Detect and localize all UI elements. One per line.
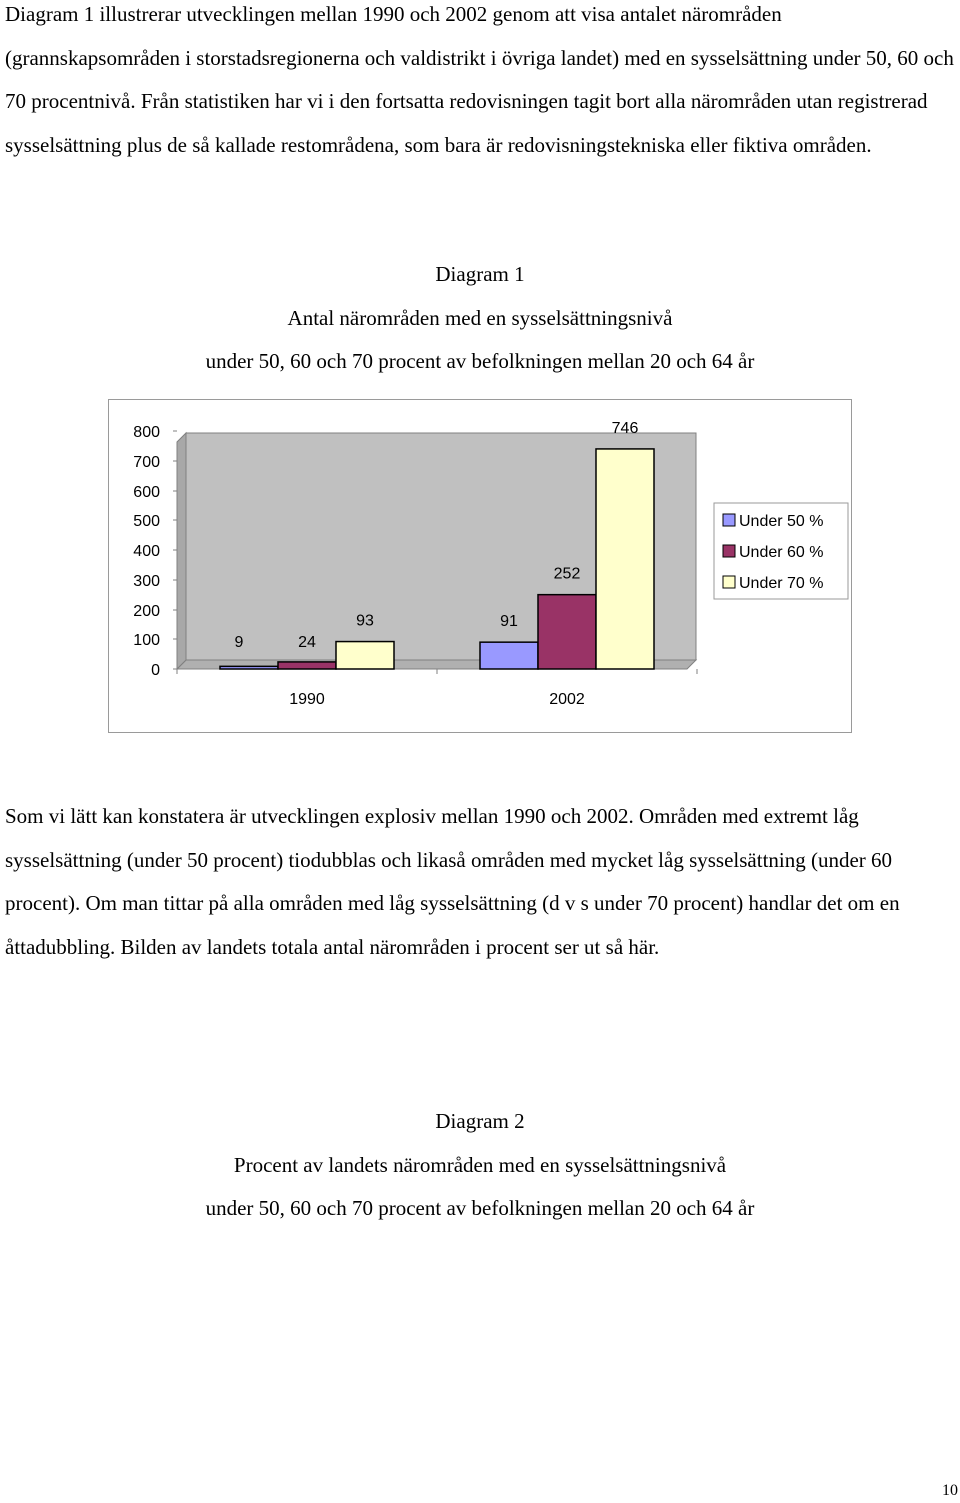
bar-1990-series-2: [278, 662, 336, 669]
y-tick-label: 600: [133, 484, 160, 501]
y-tick-label: 700: [133, 454, 160, 471]
legend-swatch: [723, 545, 735, 557]
diagram1-title-line1: Antal närområden med en sysselsättningsnivå: [287, 305, 673, 330]
legend-entry: Under 70 %: [739, 575, 824, 592]
bar-2002-series-2: [538, 595, 596, 669]
bar-data-label: 91: [500, 613, 518, 631]
bar-data-label: 9: [234, 634, 244, 651]
legend-entry: Under 60 %: [739, 544, 824, 561]
y-tick-label: 300: [133, 573, 160, 590]
diagram1-chart: [108, 399, 852, 733]
y-tick-label: 200: [133, 603, 160, 620]
page-number: 10: [942, 1482, 958, 1499]
y-tick-label: 400: [133, 543, 160, 560]
y-tick-label: 800: [133, 424, 160, 441]
diagram2-label: Diagram 2: [435, 1109, 525, 1133]
bar-data-label: 746: [611, 419, 639, 437]
chart-canvas: [109, 400, 853, 734]
bar-data-label: 252: [553, 565, 581, 583]
intro-paragraph: Diagram 1 illustrerar utvecklingen mellan 1990 och 2002 genom att visa antalet närområden (grannskapsområden i storstadsregionerna och valdistrikt i övriga landet) med en sysselsättning under 50, 60 och 70 procentnivå. Från statistiken har vi i den fortsatta redovisningen tagit bort alla närområden utan registrerad sysselsättning plus de så kallade restområdena, som bara är redovisningstekniska eller fiktiva områden.: [5, 2, 954, 157]
bar-2002-series-1: [480, 642, 538, 669]
diagram2-title-line2: under 50, 60 och 70 procent av befolkningen mellan 20 och 64 år: [205, 1196, 755, 1220]
bar-1990-series-1: [220, 666, 278, 669]
diagram1-caption: [0, 253, 960, 384]
y-tick-label: 500: [133, 513, 160, 530]
y-tick-label: 100: [133, 632, 160, 649]
x-category-label: 2002: [549, 691, 585, 708]
x-category-label: 1990: [289, 691, 325, 708]
bar-2002-series-3: [596, 449, 654, 669]
bar-data-label: 24: [298, 634, 316, 651]
legend-swatch: [723, 576, 735, 588]
diagram1-title-line2: under 50, 60 och 70 procent av befolkningen mellan 20 och 64 år: [205, 349, 755, 373]
plot-side-wall: [177, 433, 186, 669]
diagram1-label: Diagram 1: [435, 262, 525, 286]
diagram2-caption: [0, 1100, 960, 1231]
y-tick-label: 0: [151, 662, 160, 679]
legend-entry: Under 50 %: [739, 513, 824, 530]
bar-data-label: 93: [356, 612, 374, 630]
analysis-paragraph: Som vi lätt kan konstatera är utvecklingen explosiv mellan 1990 och 2002. Områden med extremt låg sysselsättning (under 50 procent) tiodubblas och likaså områden med mycket låg sysselsättning (under 60 procent). Om man tittar på alla områden med låg sysselsättning (d v s under 70 procent) handlar det om en åttadubbling. Bilden av landets totala antal närområden i procent ser ut så här.: [5, 804, 900, 959]
bar-1990-series-3: [336, 642, 394, 669]
legend-swatch: [723, 514, 735, 526]
diagram2-title-line1: Procent av landets närområden med en sysselsättningsnivå: [233, 1152, 727, 1177]
